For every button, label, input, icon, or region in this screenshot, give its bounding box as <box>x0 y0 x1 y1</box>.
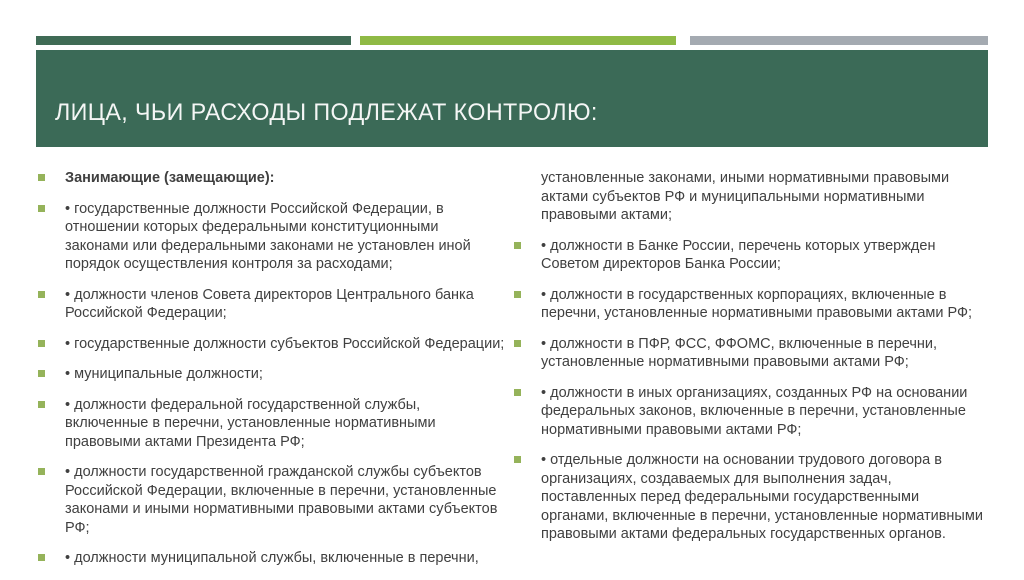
list-item <box>36 169 506 188</box>
list-item <box>512 237 988 274</box>
bullet-square-icon <box>38 291 45 298</box>
list-item <box>36 335 506 354</box>
list-item <box>36 396 506 452</box>
bullet-square-icon <box>38 554 45 561</box>
list-item-text: Занимающие (замещающие): <box>65 170 275 186</box>
decorative-bars <box>36 36 988 45</box>
list-item-text: установленные законами, иными нормативными правовыми актами субъектов РФ и муниципальными нормативными правовыми актами; <box>541 170 950 223</box>
bullet-square-icon <box>38 401 45 408</box>
list-item <box>36 365 506 384</box>
slide-body <box>36 169 988 566</box>
list-item-text: • должности в иных организациях, созданных РФ на основании федеральных законов, включенные в перечни, установленные нормативными правовыми актами РФ; <box>541 384 968 438</box>
decorative-bar-lime-green <box>360 36 676 45</box>
bullet-square-icon <box>514 340 521 347</box>
list-item <box>36 200 506 274</box>
list-item-text: • должности в Банке России, перечень которых утвержден Советом директоров Банка России; <box>541 237 936 272</box>
bullet-square-icon <box>514 291 521 298</box>
right-column <box>512 169 988 556</box>
bullet-square-icon <box>514 242 521 249</box>
list-item-text: • должности федеральной государственной службы, включенные в перечни, установленные нормативными правовыми актами Президента РФ; <box>65 396 436 450</box>
list-item <box>36 549 506 568</box>
bullet-square-icon <box>514 456 521 463</box>
list-item-text: • государственные должности Российской Федерации, в отношении которых федеральными конституционными законами или федеральными законами не установлен иной порядок осуществления контроля за расходами; <box>65 200 471 272</box>
list-item <box>512 286 988 323</box>
list-item <box>512 335 988 372</box>
left-column <box>36 169 506 580</box>
list-item-text: • должности государственной гражданской службы субъектов Российской Федерации, включенные в перечни, установленные законами и иными нормативными правовыми актами субъектов РФ; <box>65 464 498 536</box>
list-item <box>512 451 988 544</box>
slide-title: ЛИЦА, ЧЬИ РАСХОДЫ ПОДЛЕЖАТ КОНТРОЛЮ: <box>55 99 598 126</box>
bullet-square-icon <box>38 468 45 475</box>
slide-header-band <box>36 50 988 147</box>
bullet-square-icon <box>38 340 45 347</box>
list-item-text: • должности в ПФР, ФСС, ФФОМС, включенные в перечни, установленные нормативными правовыми актами РФ; <box>541 335 938 370</box>
list-item-text: • государственные должности субъектов Российской Федерации; <box>65 335 505 352</box>
list-item-text: • муниципальные должности; <box>65 366 263 382</box>
bullet-square-icon <box>38 370 45 377</box>
list-item <box>36 286 506 323</box>
bullet-square-icon <box>514 389 521 396</box>
list-item-text: • должности членов Совета директоров Центрального банка Российской Федерации; <box>65 286 474 321</box>
list-item-text: • отдельные должности на основании трудового договора в организациях, создаваемых для выполнения задач, поставленных перед федеральными государственными органами, включенные в перечни, установленные нормативными правовыми актами федеральных государственных органов. <box>541 452 983 542</box>
list-item <box>512 384 988 440</box>
decorative-bar-gray <box>690 36 988 45</box>
list-item-continuation <box>512 169 988 225</box>
bullet-square-icon <box>38 174 45 181</box>
bullet-square-icon <box>38 205 45 212</box>
list-item-text: • должности в государственных корпорациях, включенные в перечни, установленные нормативными правовыми актами РФ; <box>541 286 973 321</box>
decorative-bar-dark-green <box>36 36 351 45</box>
list-item-text: • должности муниципальной службы, включенные в перечни, <box>65 550 479 566</box>
list-item <box>36 463 506 537</box>
